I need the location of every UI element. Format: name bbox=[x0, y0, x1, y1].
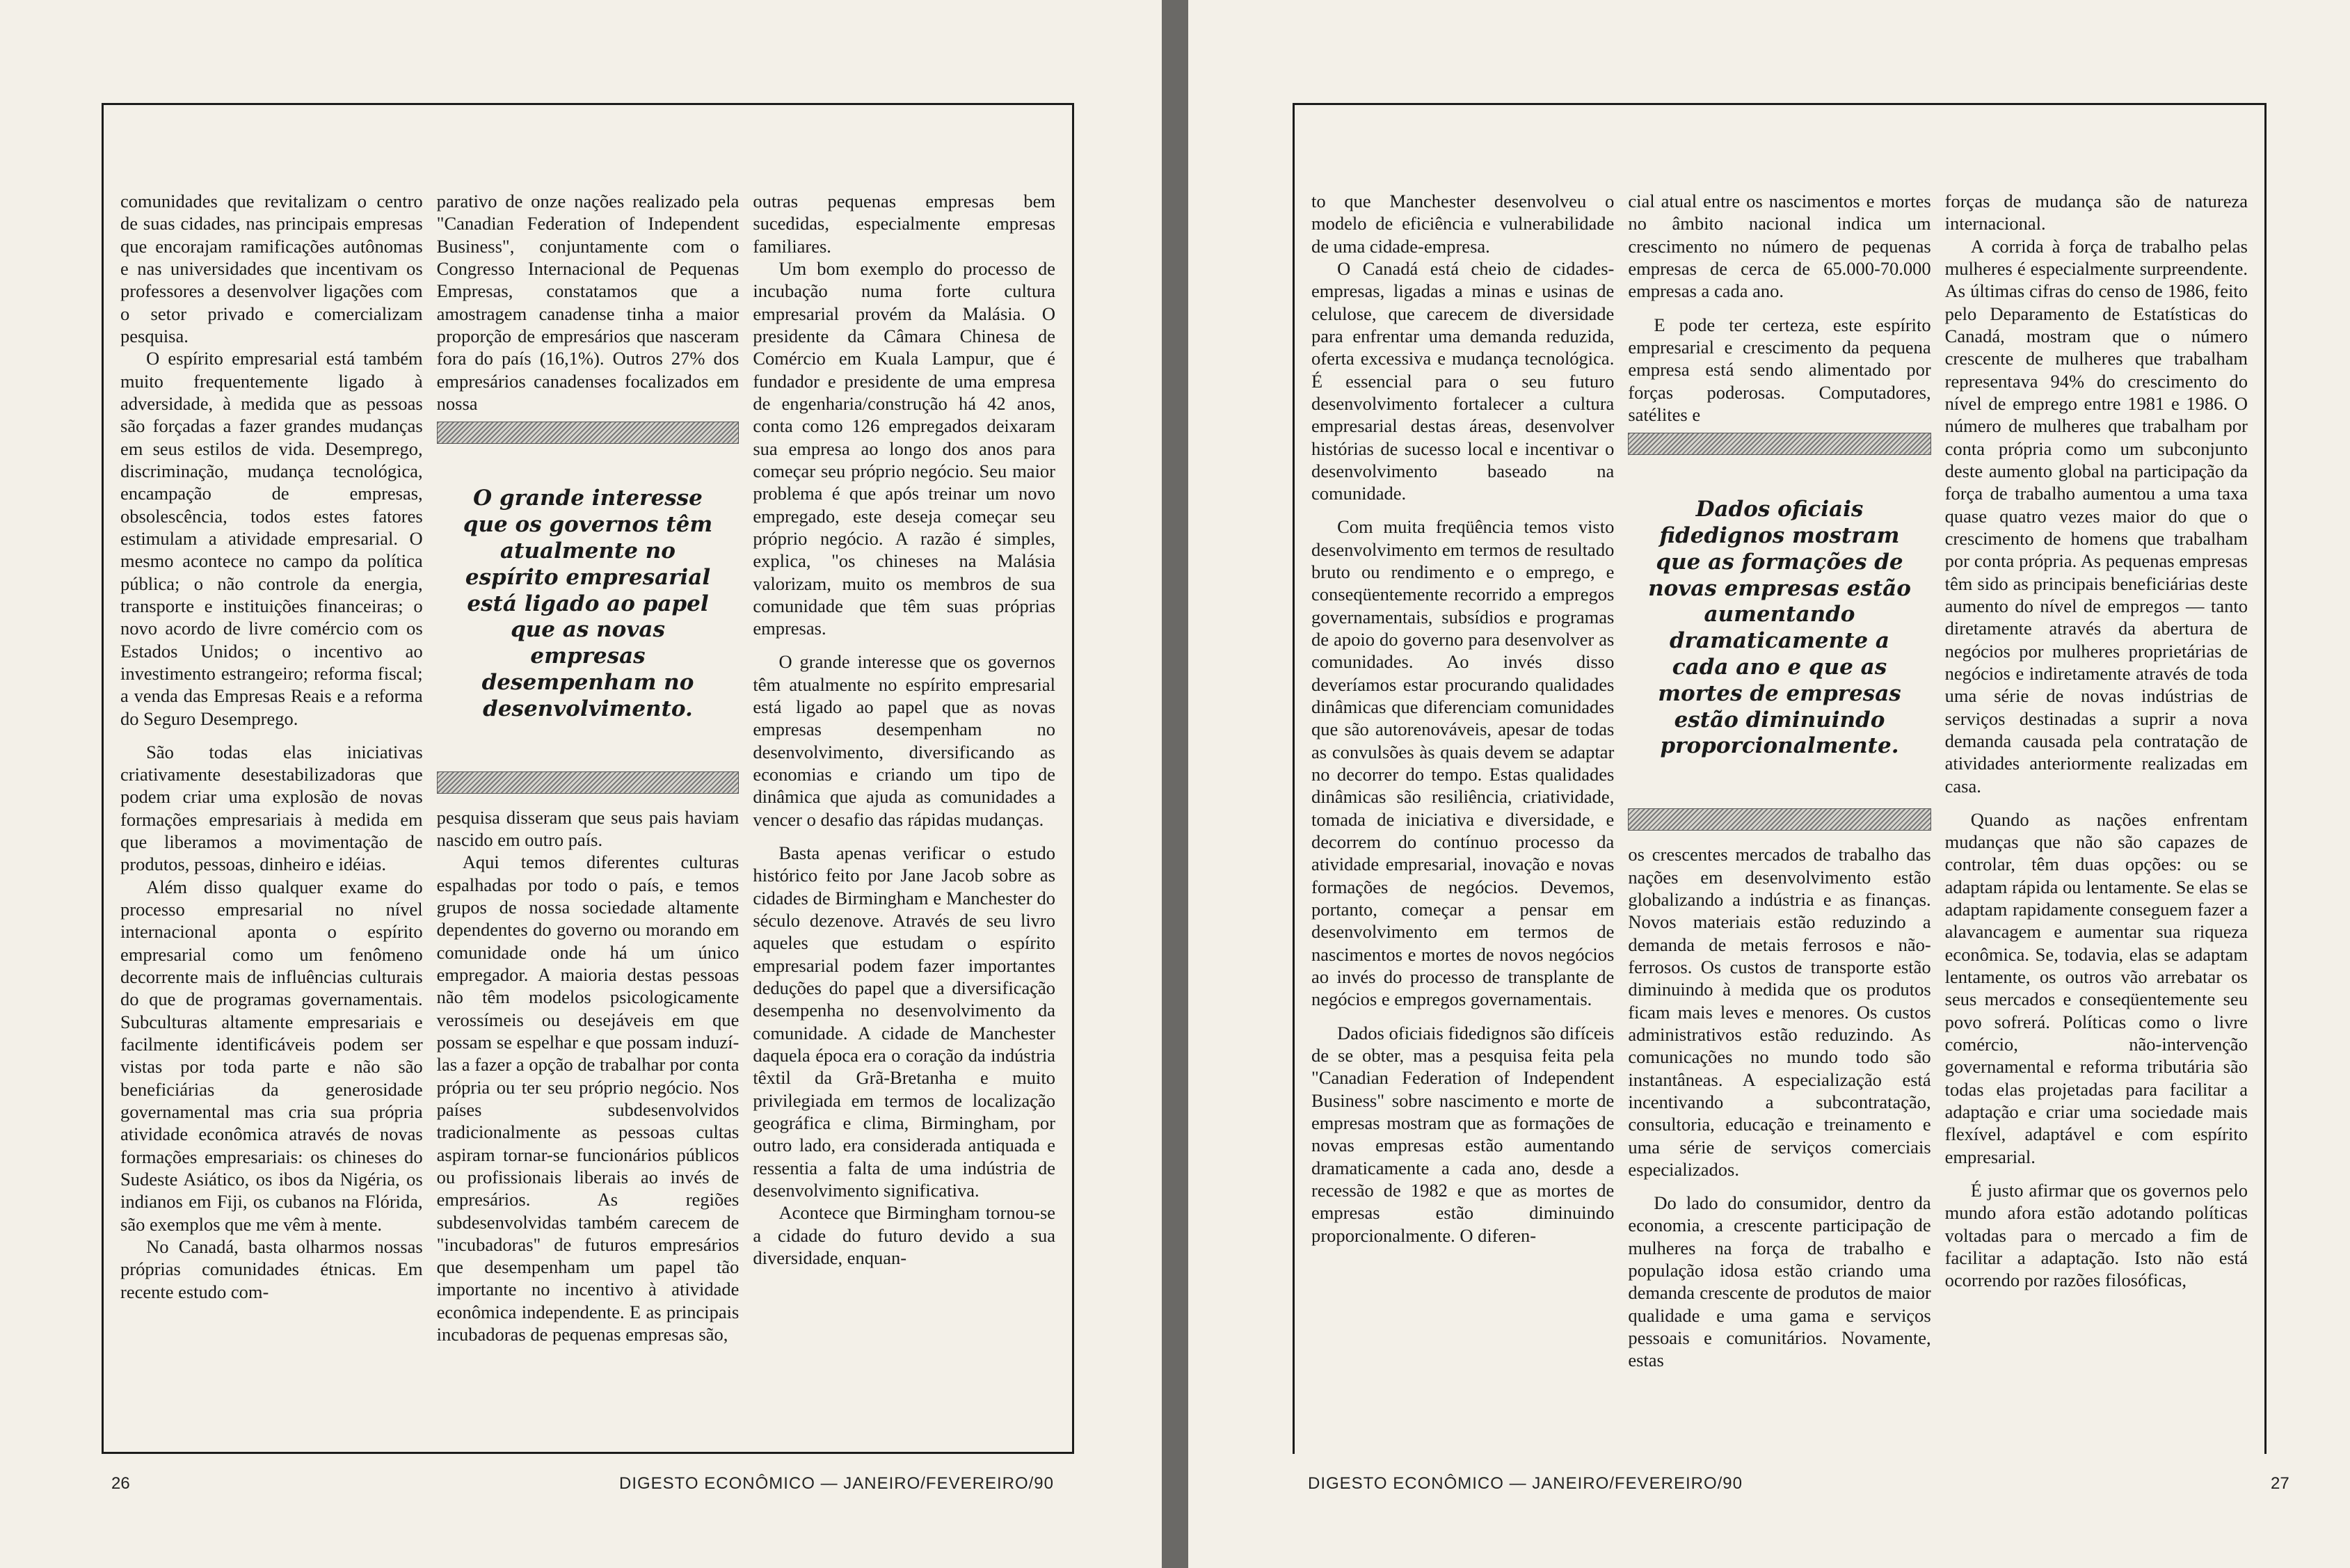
paragraph: Basta apenas verificar o estudo histórico feito por Jane Jacob sobre as cidades de Birmingham e Manchester do século dezenove. Através de seu livro aqueles que estudam o espírito empresarial podem fazer importantes deduções do papel que a diversificação desempenha no desenvolvimento da comunidade. A cidade de Manchester daquela época era o coração da indústria têxtil da Grã-Bretanha e muito privilegiada em termos de localização geográfica e clima, Birmingham, por outro lado, era considerada antiquada e ressentia a falta de uma indústria de desenvolvimento significativa. bbox=[753, 842, 1056, 1201]
paragraph: parativo de onze nações realizado pela "Canadian Federation of Independent Business", conjuntamente com o Congresso Internacional de Pequenas Empresas, constatamos que a amostragem canadense tinha a maior proporção de empresários que nasceram fora do país (16,1%). Outros 27% dos empresários canadenses focalizados em nossa bbox=[436, 191, 740, 414]
page-number: 27 bbox=[2271, 1474, 2289, 1493]
page-left bbox=[0, 0, 1162, 1568]
page-right bbox=[1188, 0, 2350, 1568]
paragraph: forças de mudança são de natureza internacional. bbox=[1944, 191, 2248, 234]
paragraph: No Canadá, basta olharmos nossas próprias comunidades étnicas. Em recente estudo com- bbox=[120, 1235, 423, 1302]
paragraph: Do lado do consumidor, dentro da economia, a crescente participação de mulheres na força de trabalho e população idosa estão criando uma demanda crescente de produtos de maior qualidade e uma gama e serviços pessoais e comunitários. Novamente, estas bbox=[1628, 1192, 1931, 1371]
pull-quote-box bbox=[437, 422, 740, 793]
paragraph: Com muita freqüência temos visto desenvolvimento em termos de resultado bruto ou rendimento e o emprego, e conseqüentemente recorrido a empregos governamentais, subsídios e programas de apoio do governo para desenvolver as comunidades. Ao invés disso deveríamos estar procurando qualidades dinâmicas que diferenciam comunidades que são autorenováveis, apesar de todas as convulsões às quais devem se adaptar no decorrer do tempo. Estas qualidades dinâmicas são resiliência, criatividade, tomada de iniciativa e diversidade, e decorrem do contínuo processo da atividade empresarial, inovação e novas formações de negócios. Devemos, portanto, começar a pensar em desenvolvimento em termos de nascimentos e mortes de novos negócios ao invés do processo de transplante de negócios e empregos governamentais. bbox=[1311, 516, 1615, 1010]
pull-quote-box bbox=[1628, 433, 1931, 831]
paragraph: os crescentes mercados de trabalho das nações em desenvolvimento estão globalizando a indústria e as finanças. Novos materiais estão reduzindo a demanda de metais ferrosos e não-ferrosos. Os custos de transporte estão diminuindo à medida que os produtos ficam mais leves e menores. Os custos administrativos estão reduzindo. As comunicações no mundo todo são instantâneas. A especialização está incentivando a subcontratação, consultoria, educação e treinamento e uma série de serviços comerciais especializados. bbox=[1628, 844, 1931, 1180]
pull-quote: Dados oficiais fidedignos mostram que as formações de novas empresas estão aumentando dramaticamente a cada ano e que as mortes de empresas estão diminuindo proporcionalmente. bbox=[1648, 497, 1911, 759]
paragraph: Um bom exemplo do processo de incubação numa forte cultura empresarial provém da Malásia. O presidente da Câmara Chinesa de Comércio em Kuala Lampur, que é fundador e presidente de uma empresa de engenharia/construção há 42 anos, conta como 126 empregados deixaram sua empresa ao longo dos anos para começar seu próprio negócio. Seu maior problema é que após treinar um novo empregado, este deseja começar seu próprio negócio. A razão é simples, explica, "os chineses na Malásia valorizam, muito os membros de sua comunidade que têm suas próprias empresas. bbox=[753, 257, 1056, 639]
paragraph: Aqui temos diferentes culturas espalhadas por todo o país, e temos grupos de nossa sociedade altamente dependentes do governo ou morando em comunidade onde há um único empregador. A maioria destas pessoas não têm modelos psicologicamente verossímeis ou desejáveis em que possam se espelhar e que possam induzí-las a fazer a opção de trabalhar por conta própria ou ter seu próprio negócio. Nos países subdesenvolvidos tradicionalmente as pessoas cultas aspiram tornar-se funcionários públicos ou profissionais liberais ao invés de empresários. As regiões subdesenvolvidas também carecem de "incubadoras" de futuros empresários que desempenham um papel tão importante no incentivo à atividade econômica independente. E as principais incubadoras de pequenas empresas são, bbox=[436, 851, 740, 1345]
paragraph: Além disso qualquer exame do processo empresarial no nível internacional aponta o espírito empresarial como um fenômeno decorrente mais de influências culturais do que de programas governamentais. Subculturas altamente empresariais e facilmente identificáveis podem ser vistas por toda parte e não são beneficiárias da generosidade governamental mas cria sua própria atividade econômica através de novas formações empresariais: os chineses do Sudeste Asiático, os ibos da Nigéria, os indianos em Fiji, os cubanos na Flórida, são exemplos que me vêm à mente. bbox=[120, 876, 423, 1235]
running-footer: DIGESTO ECONÔMICO — JANEIRO/FEVEREIRO/90 bbox=[1308, 1474, 1743, 1493]
running-footer: DIGESTO ECONÔMICO — JANEIRO/FEVEREIRO/90 bbox=[619, 1474, 1054, 1493]
paragraph: Quando as nações enfrentam mudanças que não são capazes de controlar, têm duas opções: ou se adaptam rápida ou lentamente. Se elas se adaptam rapidamente conseguem fazer a alavancagem e aumentar sua riqueza econômica. Se, todavia, elas se adaptam lentamente, os outros vão arrebatar os seus mercados e conseqüentemente seu povo sofrerá. Políticas como o livre comércio, não-intervenção governamental e reforma tributária são todas elas projetadas para facilitar a adaptação e criar uma sociedade mais flexível, adaptável e com espírito empresarial. bbox=[1944, 808, 2248, 1167]
column-2 bbox=[430, 190, 746, 1435]
paragraph: Acontece que Birmingham tornou-se a cidade do futuro devido a sua diversidade, enquan- bbox=[753, 1202, 1056, 1268]
paragraph: to que Manchester desenvolveu o modelo de eficiência e vulnerabilidade de uma cidade-empresa. bbox=[1311, 191, 1615, 257]
paragraph: Dados oficiais fidedignos são difíceis de se obter, mas a pesquisa feita pela "Canadian Federation of Independent Business" sobre nascimento e morte de empresas mostram que as formações de novas empresas estão aumentando dramaticamente a cada ano, desde a recessão de 1982 e que as mortes de empresas estão diminuindo proporcionalmente. O diferen- bbox=[1311, 1022, 1615, 1246]
pull-quote: O grande interesse que os governos têm atualmente no espírito empresarial está ligado ao papel que as novas empresas desempenham no desenvolvimento. bbox=[463, 486, 713, 721]
column-3 bbox=[746, 190, 1062, 1435]
paragraph: cial atual entre os nascimentos e mortes no âmbito nacional indica um crescimento no número de pequenas empresas de cerca de 65.000-70.000 empresas a cada ano. bbox=[1628, 191, 1931, 302]
paragraph: O espírito empresarial está também muito frequentemente ligado à adversidade, à medida que as pessoas são forçadas a fazer grandes mudanças em seus estilos de vida. Desemprego, discriminação, mudança tecnológica, encampação de empresas, obsolescência, todos estes fatores estimulam a atividade empresarial. O mesmo acontece no campo da política pública; o não controle da energia, transporte e instituições financeiras; o novo acordo de livre comércio com os Estados Unidos; o incentivo ao investimento estrangeiro; reforma fiscal; a venda das Empresas Reais e a reforma do Seguro Desemprego. bbox=[120, 348, 423, 729]
column-1 bbox=[1304, 190, 1621, 1437]
paragraph: outras pequenas empresas bem sucedidas, especialmente empresas familiares. bbox=[753, 191, 1056, 257]
paragraph: E pode ter certeza, este espírito empresarial e crescimento da pequena empresa está sendo alimentado por forças poderosas. Computadores, satélites e bbox=[1628, 314, 1931, 425]
article-frame-left bbox=[102, 103, 1074, 1454]
hatch-bar bbox=[1628, 808, 1931, 831]
paragraph: comunidades que revitalizam o centro de suas cidades, nas principais empresas que encorajam ramificações autônomas e nas universidades que incentivam os professores a desenvolver ligações com o setor privado e comercializam pesquisa. bbox=[120, 191, 423, 346]
hatch-bar bbox=[1628, 433, 1931, 455]
hatch-bar bbox=[437, 771, 740, 794]
paragraph: O Canadá está cheio de cidades-empresas, ligadas a minas e usinas de celulose, que carecem de diversidade para enfrentar uma demanda reduzida, oferta excessiva e mudança tecnológica. É essencial para o seu futuro desenvolvimento fortalecer a cultura empresarial destas áreas, desenvolver histórias de sucesso local e incentivar o desenvolvimento baseado na comunidade. bbox=[1311, 257, 1615, 504]
paragraph: É justo afirmar que os governos pelo mundo afora estão adotando políticas voltadas para o mercado a fim de facilitar a adaptação. Isto não está ocorrendo por razões filosóficas, bbox=[1944, 1179, 2248, 1291]
column-1 bbox=[113, 190, 430, 1435]
paragraph: pesquisa disseram que seus pais haviam nascido em outro país. bbox=[436, 806, 740, 850]
page-number: 26 bbox=[111, 1474, 130, 1493]
hatch-bar bbox=[437, 422, 740, 444]
paragraph: O grande interesse que os governos têm atualmente no espírito empresarial está ligado ao papel que as novas empresas desempenham no desenvolvimento, diversificando as economias e criando um tipo de dinâmica que ajuda as comunidades a vencer o desafio das rápidas mudanças. bbox=[753, 651, 1056, 830]
paragraph: A corrida à força de trabalho pelas mulheres é especialmente surpreendente. As últimas cifras do censo de 1986, feito pelo Deparamento de Estatísticas do Canadá, mostram que o número crescente de mulheres que trabalham representava 94% do crescimento do nível de emprego entre 1981 e 1986. O número de mulheres que trabalham por conta própria como um subconjunto deste aumento global na participação da força de trabalho aumentou a uma taxa quase quatro vezes maior do que o crescimento de homens que trabalham por conta própria. As pequenas empresas têm sido as principais beneficiárias deste aumento do nível de empregos — tanto diretamente através da abertura de negócios por mulheres proprietárias de negócios e indiretamente através de toda uma série de novas indústrias de serviços destinadas a suprir a nova demanda causada pela contratação de atividades anteriormente realizadas em casa. bbox=[1944, 235, 2248, 797]
column-3 bbox=[1938, 190, 2255, 1437]
article-frame-right bbox=[1293, 103, 2267, 1454]
column-2 bbox=[1621, 190, 1937, 1437]
paragraph: São todas elas iniciativas criativamente desestabilizadoras que podem criar uma explosão de novas formações empresariais à medida em que liberamos a movimentação de produtos, pessoas, dinheiro e idéias. bbox=[120, 741, 423, 875]
